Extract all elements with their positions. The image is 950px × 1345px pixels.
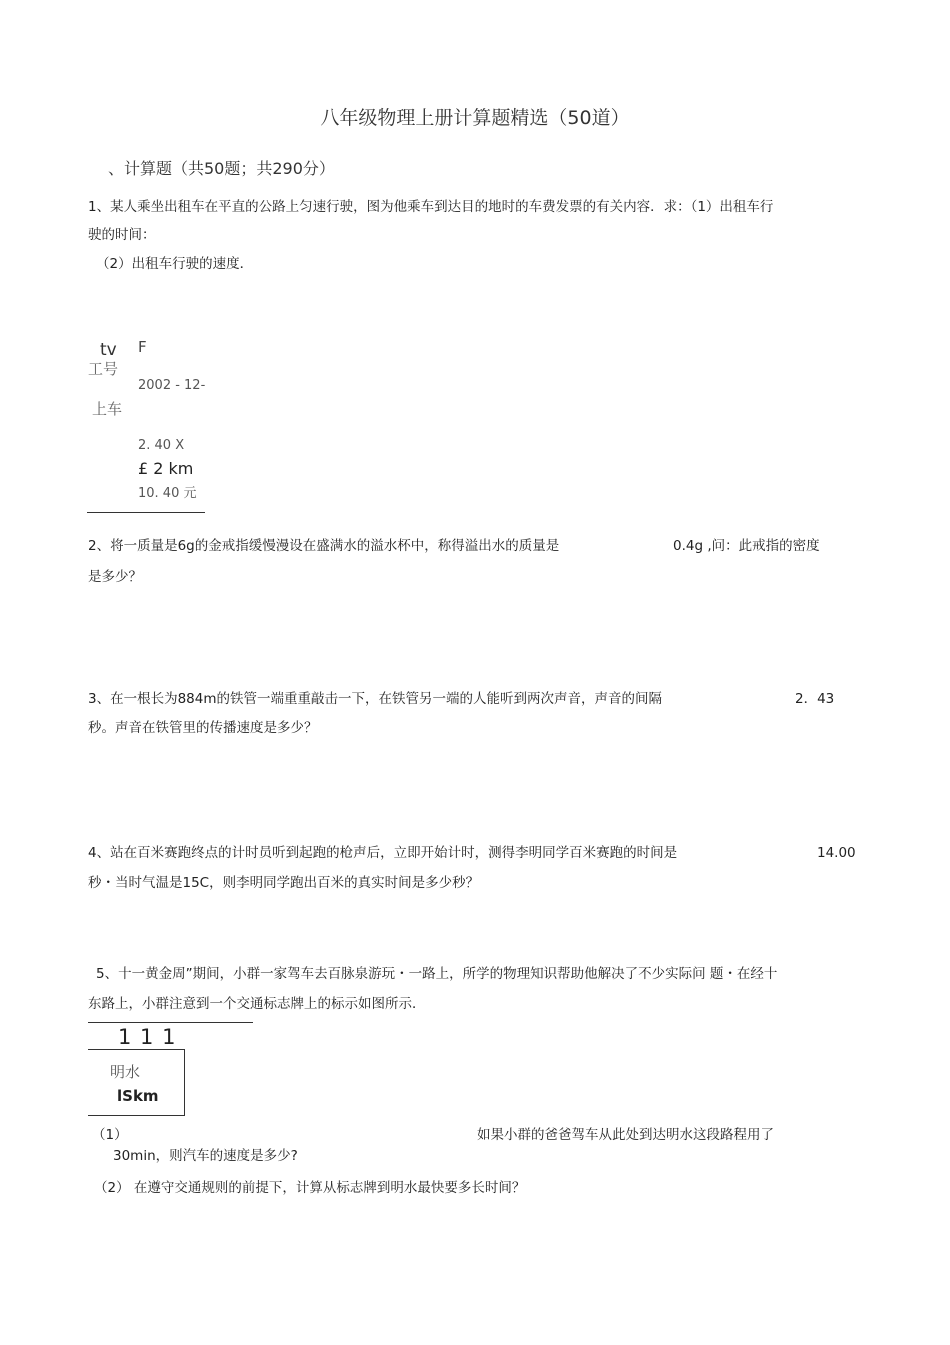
receipt-divider <box>87 512 205 513</box>
receipt-id-label: 工号 <box>88 360 119 378</box>
q4-value: 14.00 <box>817 845 856 861</box>
q1-line1: 1、某人乘坐出租车在平直的公路上匀速行驶，图为他乘车到达目的地时的车费发票的有关内容．求：（1）出租车行 <box>88 199 774 215</box>
q5-sub1-text: 如果小群的爸爸驾车从此处到达明水这段路程用了 <box>477 1127 774 1143</box>
q1-line3: （2）出租车行驶的速度． <box>96 256 254 272</box>
q2-value: 0.4g ,问：此戒指的密度 <box>673 538 820 554</box>
sign-speed-limit: 1 1 1 <box>118 1025 177 1049</box>
q3-line2: 秒。声音在铁管里的传播速度是多少？ <box>88 720 318 736</box>
q1-line2: 驶的时间： <box>88 227 156 243</box>
section-heading: 、计算题（共50题；共290分） <box>108 159 335 178</box>
receipt-fare: 10. 40 元 <box>138 486 197 501</box>
receipt-distance: £ 2 km <box>138 459 194 478</box>
q4-line2: 秒・当时气温是15C，则李明同学跑出百米的真实时间是多少秒？ <box>88 875 480 891</box>
receipt-date: 2002 - 12- <box>138 378 206 393</box>
sign-top-rule <box>88 1022 253 1023</box>
q5-sub1-cont: 30min，则汽车的速度是多少? <box>113 1148 298 1164</box>
sign-distance: lSkm <box>117 1087 159 1105</box>
q5-line1: 5、十一黄金周”期间，小群一家驾车去百脉泉游玩・一路上，所学的物理知识帮助他解决了不少实际问 题・在经十 <box>96 966 778 982</box>
receipt-tv: tv <box>100 340 117 360</box>
q3-value: 2．43 <box>795 691 835 707</box>
receipt-board-label: 上车 <box>92 400 123 418</box>
sign-box <box>88 1049 185 1116</box>
q3-line1: 3、在一根长为884m的铁管一端重重敲击一下，在铁管另一端的人能听到两次声音，声音的间隔 <box>88 691 663 707</box>
receipt-f: F <box>138 338 147 356</box>
page-title: 八年级物理上册计算题精选（50道） <box>320 107 630 129</box>
q5-sub1-number: （1） <box>92 1127 128 1143</box>
sign-place: 明水 <box>110 1063 141 1081</box>
receipt-price: 2. 40 X <box>138 438 185 453</box>
q5-line2: 东路上，小群注意到一个交通标志牌上的标示如图所示． <box>88 996 426 1012</box>
q2-line2: 是多少？ <box>88 569 142 585</box>
q2-line1: 2、将一质量是6g的金戒指缓慢漫设在盛满水的溢水杯中，称得溢出水的质量是 <box>88 538 560 554</box>
q4-line1: 4、站在百米赛跑终点的计时员听到起跑的枪声后，立即开始计时，测得李明同学百米赛跑的时间是 <box>88 845 678 861</box>
q5-sub2: （2） 在遵守交通规则的前提下，计算从标志牌到明水最快要多长时间？ <box>94 1180 526 1196</box>
